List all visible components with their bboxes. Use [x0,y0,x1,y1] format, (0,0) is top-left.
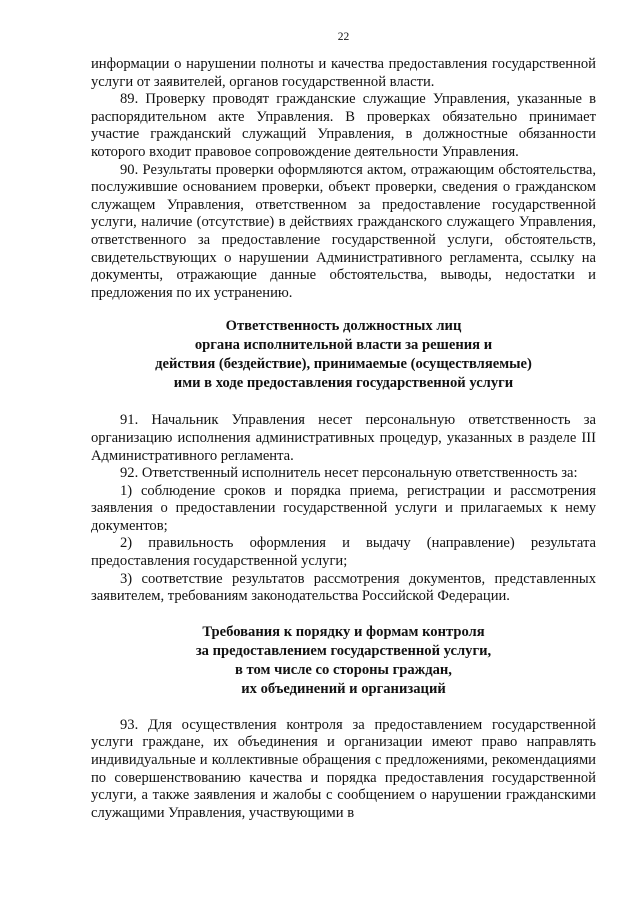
paragraph-continuation: информации о нарушении полноты и качества предоставления государственной услуги от заявителей, органов государственной власти. [91,56,596,90]
paragraph-90: 90. Результаты проверки оформляются актом, отражающим обстоятельства, послужившие основанием проверки, объект проверки, сведения о гражданском служащем Управления, ответственном за предоставление государственной услуги, наличие (отсутствие) в действиях гражданского служащего Управления, ответственного за предоставление государственной услуги, обстоятельств, свидетельствующих о нарушении Административного регламента, ссылку на документы, отражающие данные обстоятельства, выводы, недостатки и предложения по их устранению. [91,161,596,301]
heading-line: Требования к порядку и формам контроля [202,623,485,640]
list-item-2: 2) правильность оформления и выдачу (направление) результата предоставления государственной услуги; [91,535,596,570]
paragraph-93: 93. Для осуществления контроля за предоставлением государственной услуги граждане, их объединения и организации имеют право направлять индивидуальные и коллективные обращения с предложениями, рекомендациями по совершенствованию качества и порядка предоставления государственной услуги, а также заявления и жалобы с сообщением о нарушении гражданскими служащими Управления, участвующими в [91,716,596,821]
page-number: 22 [337,31,350,43]
document-body [91,56,596,822]
heading-line: их объединений и организаций [241,680,446,697]
section-heading-control-requirements [91,623,596,699]
heading-line: действия (бездействие), принимаемые (осуществляемые) [155,356,532,373]
paragraph-91: 91. Начальник Управления несет персональную ответственность за организацию исполнения административных процедур, указанных в разделе III Административного регламента. [91,412,596,464]
heading-line: за предоставлением государственной услуги, [195,642,492,659]
paragraph-92: 92. Ответственный исполнитель несет персональную ответственность за: [120,465,578,482]
heading-line: в том числе со стороны граждан, [235,661,452,678]
heading-line: ими в ходе предоставления государственной услуги [173,375,514,392]
heading-line: Ответственность должностных лиц [225,318,462,335]
section-heading-responsibility [91,317,596,393]
paragraph-89: 89. Проверку проводят гражданские служащие Управления, указанные в распорядительном акте Управления. В проверках обязательно принимает участие гражданский служащий Управления, в должностные обязанности которого входит правовое сопровождение деятельности Управления. [91,91,596,160]
list-item-1: 1) соблюдение сроков и порядка приема, регистрации и рассмотрения заявления о предоставлении государственной услуги и прилагаемых к нему документов; [91,482,596,534]
heading-line: органа исполнительной власти за решения и [194,337,493,354]
list-item-3: 3) соответствие результатов рассмотрения документов, представленных заявителем, требованиям законодательства Российской Федерации. [91,570,596,605]
